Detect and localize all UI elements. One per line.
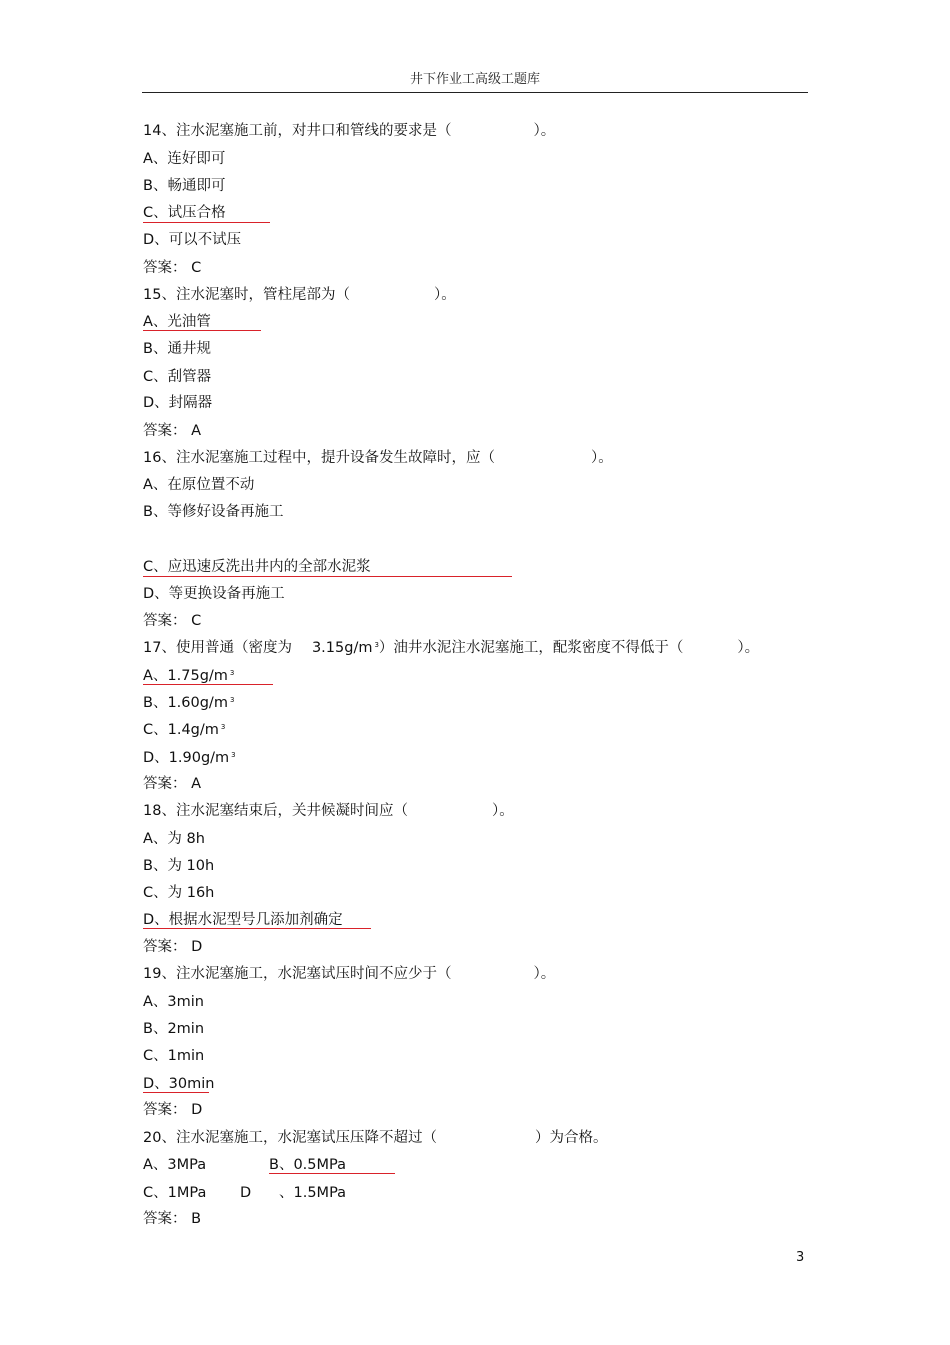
question-17: 17、使用普通（密度为 3.15g/m $^3$）油井水泥注水泥塞施工，配浆密度不得低于（ ）。 xyxy=(143,640,760,656)
question-16: 16、注水泥塞施工过程中，提升设备发生故障时，应（ ）。 xyxy=(143,450,613,466)
answer-underline xyxy=(143,1092,209,1093)
answer-16: 答案： C xyxy=(143,613,202,629)
option-17-a: A、1.75g/m $^3$ xyxy=(143,668,235,684)
option-16-b: B、等修好设备再施工 xyxy=(143,504,284,520)
answer-underline xyxy=(143,222,270,223)
option-15-a: A、光油管 xyxy=(143,314,211,330)
option-14-a: A、连好即可 xyxy=(143,151,226,167)
answer-underline xyxy=(143,684,273,685)
answer-18: 答案： D xyxy=(143,939,203,955)
option-20-d-value: 、1.5MPa xyxy=(279,1185,347,1201)
option-19-b: B、2min xyxy=(143,1021,205,1037)
answer-19: 答案： D xyxy=(143,1102,203,1118)
page-number: 3 xyxy=(796,1250,805,1265)
answer-14: 答案： C xyxy=(143,260,202,276)
question-18: 18、注水泥塞结束后，关井候凝时间应（ ）。 xyxy=(143,803,514,819)
option-20-a: A、3MPa xyxy=(143,1157,207,1173)
question-15: 15、注水泥塞时，管柱尾部为（ ）。 xyxy=(143,287,456,303)
option-19-a: A、3min xyxy=(143,994,204,1010)
option-20-b: B、0.5MPa xyxy=(269,1157,346,1173)
option-15-b: B、通井规 xyxy=(143,341,211,357)
answer-underline xyxy=(143,330,261,331)
answer-15: 答案： A xyxy=(143,423,202,439)
option-20-c: C、1MPa xyxy=(143,1185,207,1201)
option-18-b: B、为 10h xyxy=(143,858,215,874)
option-20-d-letter: D xyxy=(240,1185,252,1201)
option-14-d: D、可以不试压 xyxy=(143,232,242,248)
header-title: 井下作业工高级工题库 xyxy=(409,72,540,87)
question-14: 14、注水泥塞施工前，对井口和管线的要求是（ ）。 xyxy=(143,123,556,139)
question-20: 20、注水泥塞施工，水泥塞试压压降不超过（ ）为合格。 xyxy=(143,1130,608,1146)
option-15-c: C、刮管器 xyxy=(143,369,212,385)
option-18-c: C、为 16h xyxy=(143,885,215,901)
option-19-c: C、1min xyxy=(143,1048,205,1064)
option-17-b: B、1.60g/m $^3$ xyxy=(143,695,235,711)
option-14-b: B、畅通即可 xyxy=(143,178,226,194)
answer-underline xyxy=(143,928,371,929)
answer-underline xyxy=(269,1173,395,1174)
option-15-d: D、封隔器 xyxy=(143,395,213,411)
option-19-d: D、30min xyxy=(143,1076,215,1092)
page-header xyxy=(142,64,808,93)
option-14-c: C、试压合格 xyxy=(143,205,226,221)
option-18-a: A、为 8h xyxy=(143,831,205,847)
answer-underline xyxy=(143,576,512,577)
answer-20: 答案： B xyxy=(143,1211,202,1227)
answer-17: 答案： A xyxy=(143,776,202,792)
option-16-a: A、在原位置不动 xyxy=(143,477,255,493)
option-16-c: C、应迅速反洗出井内的全部水泥浆 xyxy=(143,559,371,575)
option-17-d: D、1.90g/m $^3$ xyxy=(143,750,236,766)
option-18-d: D、根据水泥型号几添加剂确定 xyxy=(143,912,343,928)
option-17-c: C、1.4g/m $^3$ xyxy=(143,722,226,738)
option-16-d: D、等更换设备再施工 xyxy=(143,586,285,602)
question-19: 19、注水泥塞施工，水泥塞试压时间不应少于（ ）。 xyxy=(143,966,556,982)
